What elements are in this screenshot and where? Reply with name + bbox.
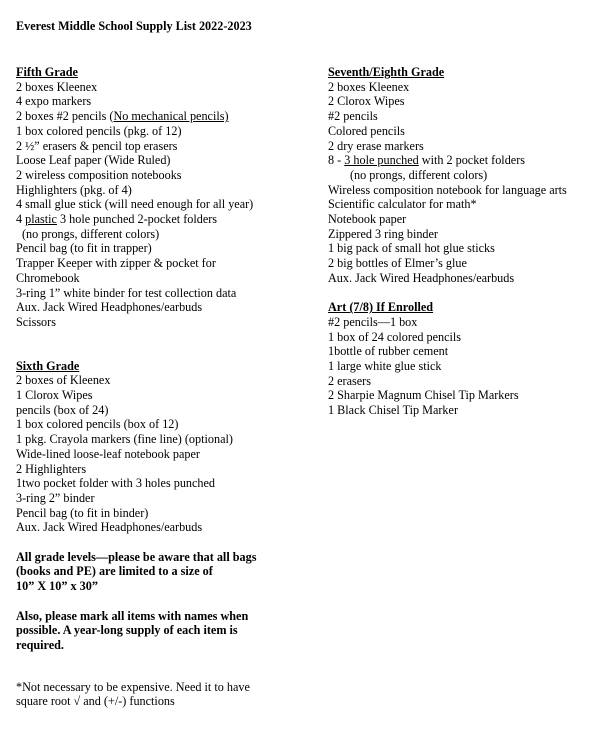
spacer [16, 594, 306, 609]
list-item: Pencil bag (to fit in trapper) [16, 241, 152, 256]
list-item: 1bottle of rubber cement [328, 344, 449, 359]
spacer [16, 535, 306, 550]
list-item: 1 large white glue stick [328, 359, 442, 374]
list-item: Chromebook [16, 270, 80, 285]
list-item: 2 boxes of Kleenex [16, 373, 111, 388]
list-item: 1 box of 24 colored pencils [328, 329, 462, 344]
footnote: *Not necessary to be expensive. Need it to have [16, 679, 250, 694]
list-item: 3-ring 1” white binder for test collection data [16, 285, 237, 300]
list-item: 1two pocket folder with 3 holes punched [16, 476, 216, 491]
list-item: #2 pencils—1 box [328, 314, 418, 329]
spacer [328, 286, 598, 301]
item-text: with 2 pocket folders [418, 153, 525, 168]
list-item [16, 109, 306, 124]
underlined-note: No mechanical pencils) [113, 109, 229, 124]
list-item: 2 wireless composition notebooks [16, 167, 182, 182]
list-item [16, 212, 306, 227]
art-heading: Art (7/8) If Enrolled [328, 300, 434, 315]
list-item: 2 Sharpie Magnum Chisel Tip Markers [328, 388, 519, 403]
list-item: pencils (box of 24) [16, 402, 109, 417]
seventh-eighth-grade-heading: Seventh/Eighth Grade [328, 65, 445, 79]
list-item: Zippered 3 ring binder [328, 226, 438, 241]
page-title: Everest Middle School Supply List 2022-2023 [16, 19, 252, 33]
list-item: Aux. Jack Wired Headphones/earbuds [328, 270, 515, 285]
list-item: 2 boxes Kleenex [16, 79, 98, 94]
list-item: 2 boxes Kleenex [328, 79, 410, 94]
list-item: 2 Highlighters [16, 461, 87, 476]
footnote: square root √ and (+/-) functions [16, 694, 175, 709]
list-item: Loose Leaf paper (Wide Ruled) [16, 153, 171, 168]
list-item: 2 dry erase markers [328, 138, 424, 153]
spacer [16, 653, 306, 680]
list-item: Scientific calculator for math* [328, 197, 477, 212]
list-item: 2 Clorox Wipes [328, 94, 405, 109]
list-item: Trapper Keeper with zipper & pocket for [16, 256, 216, 271]
list-item: Highlighters (pkg. of 4) [16, 182, 132, 197]
list-item: Aux. Jack Wired Headphones/earbuds [16, 520, 203, 535]
list-item: 1 box colored pencils (box of 12) [16, 417, 179, 432]
list-item: #2 pencils [328, 109, 378, 124]
list-item: Wireless composition notebook for language arts [328, 182, 567, 197]
left-column [16, 65, 306, 709]
names-note: possible. A year-long supply of each item is [16, 623, 238, 638]
list-item: 1 Black Chisel Tip Marker [328, 403, 458, 418]
right-column [328, 65, 598, 418]
bag-size-note: All grade levels—please be aware that all bags [16, 549, 257, 564]
list-item: 1 box colored pencils (pkg. of 12) [16, 123, 182, 138]
list-item: 4 small glue stick (will need enough for all year) [16, 197, 254, 212]
list-item: 2 big bottles of Elmer’s glue [328, 256, 467, 271]
names-note: Also, please mark all items with names when [16, 608, 249, 623]
fifth-grade-heading: Fifth Grade [16, 65, 78, 79]
item-text: 8 - [328, 153, 345, 168]
sixth-grade-heading: Sixth Grade [16, 358, 80, 373]
list-item: Colored pencils [328, 123, 405, 138]
list-item: Pencil bag (to fit in binder) [16, 505, 149, 520]
underlined-note: 3 hole punched [344, 153, 419, 168]
item-text: 2 boxes #2 pencils ( [16, 109, 114, 124]
list-item: 3-ring 2” binder [16, 490, 95, 505]
list-item: 4 expo markers [16, 94, 92, 109]
list-item [328, 153, 598, 168]
names-note: required. [16, 637, 64, 652]
list-item: Scissors [16, 314, 56, 329]
list-item: Notebook paper [328, 212, 407, 227]
list-item: (no prongs, different colors) [22, 226, 160, 241]
bag-size-note: (books and PE) are limited to a size of [16, 564, 213, 579]
list-item: 1 Clorox Wipes [16, 388, 93, 403]
list-item: Wide-lined loose-leaf notebook paper [16, 446, 200, 461]
spacer [16, 330, 306, 359]
underlined-word: plastic [25, 212, 57, 227]
list-item: 2 erasers [328, 373, 371, 388]
list-item: Aux. Jack Wired Headphones/earbuds [16, 300, 203, 315]
item-text: 3 hole punched 2-pocket folders [56, 212, 218, 227]
list-item: 1 pkg. Crayola markers (fine line) (optional) [16, 432, 233, 447]
list-item: (no prongs, different colors) [350, 167, 488, 182]
bag-size-note: 10” X 10” x 30” [16, 579, 98, 594]
list-item: 2 ½” erasers & pencil top erasers [16, 138, 178, 153]
item-text: 4 [16, 212, 26, 227]
list-item: 1 big pack of small hot glue sticks [328, 241, 495, 256]
